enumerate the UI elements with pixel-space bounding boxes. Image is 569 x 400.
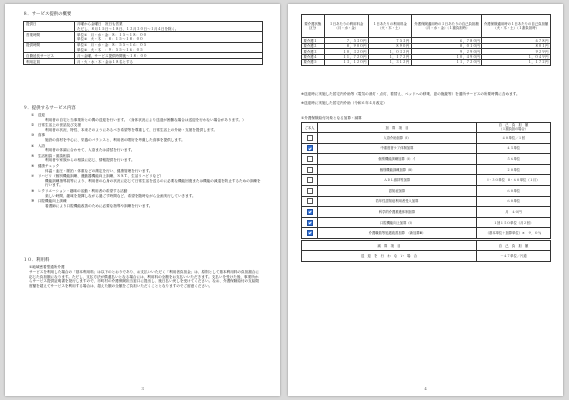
service-description: 利用者の体調に合わせて、入浴または清拭を行います。 <box>45 148 135 153</box>
overview-label: 自費延長サービス <box>24 53 75 59</box>
addon-name: 入浴介助加算（Ⅰ） <box>318 133 477 144</box>
addon-caption: ①介護保険給付対象となる加算・減算 <box>301 116 362 120</box>
fee-cell: １，０４９円 <box>482 54 551 59</box>
addon-check-cell <box>302 207 318 218</box>
service-item <box>31 113 263 122</box>
fee-cell: ８０１円 <box>482 43 551 48</box>
addon-row <box>302 217 551 228</box>
addon-row <box>302 175 551 186</box>
reduction-table <box>301 240 551 262</box>
fee-cell: １１，７２０円 <box>411 60 481 65</box>
overview-value <box>75 22 263 32</box>
reduction-name: 送 迎 を 行 わ な い 場 合 <box>302 251 477 262</box>
fee-note-2 <box>301 101 551 106</box>
section-heading-8: ８．サービス提供の概要 <box>23 12 72 17</box>
fee-cell: ９２９円 <box>482 49 551 54</box>
document-page-4 <box>288 4 563 396</box>
service-item <box>31 164 263 173</box>
fee-note-2-text: ※送迎時に実施した居宅内介助（令和６年４月改定） <box>301 101 387 105</box>
addon-check-cell <box>302 175 318 186</box>
overview-line: 月・火・水・木・金は１８名とする <box>77 59 133 64</box>
overview-value <box>75 59 263 65</box>
service-item <box>31 154 263 163</box>
service-title: ⑦ リハビリ（個別機能訓練、運動器機能向上訓練、ＳＳＴ、生活リハビリなど） <box>31 174 164 179</box>
service-list <box>23 113 263 209</box>
addon-check-cell <box>302 196 318 207</box>
addon-checkbox[interactable] <box>307 220 313 226</box>
addon-check-cell <box>302 154 318 165</box>
addon-row <box>302 228 551 239</box>
addon-header-person: ご本人 <box>302 123 318 133</box>
fee-cell: ８９０円 <box>369 43 412 48</box>
fee-subheading: ①地域密着型通所介護 <box>29 265 65 269</box>
overview-value <box>75 32 263 42</box>
service-item <box>31 189 263 198</box>
addon-check-cell <box>302 217 318 228</box>
fee-header: 介護保険適用時の１日あたりの自己負担額（月・水・金）（１割負担時） <box>411 15 481 38</box>
care-level: 要介護２ <box>302 43 325 48</box>
service-description: 利用者の自宅と当事業所との間の送迎を行います。（身体状況により送迎が困難な場合は送迎を行わない場合があります。） <box>45 117 246 122</box>
fee-header: 介護保険適用時の１日あたりの自己負担額（火・木・土）（１割負担時） <box>482 15 551 38</box>
addon-amount: ５６単位 <box>477 154 551 165</box>
service-title: ⑧ レクリエーション・趣味の活動・利用者の希望する活動 <box>31 188 128 193</box>
document-page-3 <box>5 4 280 396</box>
addon-amount: （基本単位＋加算単位）× ９．０％ <box>477 228 551 239</box>
addon-row <box>302 133 551 144</box>
service-item <box>31 123 263 132</box>
overview-line: 単位② 火・木 ：８：１５～１８：００ <box>77 37 144 42</box>
overview-row <box>24 22 263 32</box>
fee-table <box>301 14 551 66</box>
addon-checkbox[interactable] <box>307 135 313 141</box>
addon-name: 中重度者ケア体制加算 <box>318 143 477 154</box>
addon-check-cell <box>302 164 318 175</box>
addon-amount: ４５単位 <box>477 143 551 154</box>
section-heading-10: １０．利用料 <box>23 258 50 263</box>
service-item <box>31 199 263 208</box>
addon-name: 科学的介護推進体制加算 <box>318 207 477 218</box>
fee-cell: １，１７２円 <box>482 60 551 65</box>
reduction-amount: －４７単位／片道 <box>477 251 551 262</box>
page-number: ４ <box>423 387 428 391</box>
fee-cell: １０，３２０円 <box>324 49 368 54</box>
fee-explanation: サービスを利用した場合の「基本利用料」は以下のとおりであり、お支払いいただく「利用者負担金」は、原則として基本利用料の負担割合に応じた負担額になります。ただし、支払方法が償還払いとなる場合には、利用料の全額をお支払いいただきます。支払いを受けた後、事業所からサービス提供証明書を発行しますので、市町村の介護保険担当窓口に提出し、後日払い戻しを受けてください。なお、介護保険給付の支給限度額を超えてサービスを利用する場合は、超えた額の全額をご負担いただくこととなりますのでご留意ください。 <box>29 270 259 288</box>
fee-cell: ６，７８０円 <box>411 38 481 43</box>
addon-row <box>302 196 551 207</box>
overview-line: ただし、８月１５日～１８日、１２月３０日～１月４日を除く。 <box>77 26 179 31</box>
addon-name: ＡＤＬ維持等加算 <box>318 175 477 186</box>
service-title: ④ 入浴 <box>31 143 46 148</box>
fee-cell: １，０３２円 <box>369 49 412 54</box>
overview-row <box>24 42 263 52</box>
overview-label: 利用定員 <box>24 59 75 65</box>
service-title: ⑥ 健康チェック <box>31 163 60 168</box>
fee-cell: １０，４９０円 <box>411 54 481 59</box>
addon-amount: ６０単位 <box>477 196 551 207</box>
service-item <box>31 133 263 142</box>
addon-name: 口腔機能向上加算（Ⅰ） <box>318 217 477 228</box>
fee-cell: ８，９００円 <box>324 43 368 48</box>
service-item <box>31 144 263 153</box>
service-title: ⑤ 生活相談・面談相談 <box>31 153 71 158</box>
fee-note: ※送迎時に実施した居宅内介助等（電気の消灯・点灯、着替え、ベッドへの移乗、窓の施錠等）を通所サービスの所要時間に含めます。 <box>301 92 520 96</box>
service-description: 楽しい時間、趣味を発揮しながら過ごす時間など、希望を随時ながら企画実行していきます。 <box>45 193 196 198</box>
service-title: ⑨ 口腔機能向上訓練 <box>31 199 67 204</box>
service-description: 施設の食材を中心に、栄養のバランスと、利用者の嗜好を考慮した食事を提供します。 <box>45 137 185 142</box>
addon-amount: ４０単位／１回 <box>477 133 551 144</box>
overview-line: 単位① 月・水・金：８：１５～１８：００ <box>77 32 147 37</box>
service-description: 体温・血圧・脈拍・体重などの測定を行い、健康管理を行います。 <box>45 168 153 173</box>
service-description: 利用者の状況、特性、本来そのようにあるべき希望等を尊重して、日常生活上の介助・支援を提供します。 <box>45 127 218 132</box>
service-title: ③ 食事 <box>31 133 46 138</box>
fee-cell: ７５３円 <box>369 38 412 43</box>
page-number: ３ <box>140 387 145 391</box>
service-description: 利用者や家族からの相談に応じ、情報提供を行います。 <box>45 158 135 163</box>
overview-row <box>24 59 263 65</box>
addon-checkbox[interactable] <box>307 167 313 173</box>
section-heading-9: ９．提供するサービス内容 <box>23 106 76 111</box>
addon-row <box>302 143 551 154</box>
service-title: ② 日常生活上の世話及び支援 <box>31 123 81 128</box>
addon-header-amount <box>477 123 551 133</box>
addon-checkbox[interactable] <box>307 188 313 194</box>
fee-cell: ７，５３０円 <box>324 38 368 43</box>
addon-check-cell <box>302 133 318 144</box>
fee-cell: ９，２９０円 <box>411 49 481 54</box>
service-overview-table <box>23 21 263 65</box>
overview-label: 提供時間 <box>24 42 75 52</box>
addon-amount: 月 ４０円 <box>477 207 551 218</box>
addon-name: 個別機能訓練加算（Ⅱ） <box>318 164 477 175</box>
addon-checkbox[interactable] <box>307 145 313 151</box>
addon-name: 認知症加算 <box>318 185 477 196</box>
overview-label: 提供日 <box>24 22 75 32</box>
addon-name: 個別機能訓練加算（Ⅰ）イ <box>318 154 477 165</box>
reduction-header-amount: 自 己 負 担 額 <box>477 241 551 251</box>
reduction-row <box>302 251 551 262</box>
care-level: 要介護３ <box>302 49 325 54</box>
fee-cell: １１，７２０円 <box>324 54 368 59</box>
addon-check-cell <box>302 185 318 196</box>
addon-header-amount-sub: （１割負担の場合） <box>499 127 528 132</box>
fee-header: 要介護状態区分 <box>302 15 325 38</box>
fee-cell: １，１７２円 <box>369 54 412 59</box>
addon-amount: ６０単位 <box>477 185 551 196</box>
care-level: 要介護４ <box>302 54 325 59</box>
overview-row <box>24 32 263 42</box>
reduction-header-item: 減 算 項 目 <box>302 241 477 251</box>
addon-amount: Ⅰ・３０単位 Ⅱ・６０単位（１月） <box>477 175 551 186</box>
addon-header-item: 加 算 項 目 <box>318 123 477 133</box>
fee-cell: ８，０１０円 <box>411 43 481 48</box>
addon-checkbox[interactable] <box>307 209 313 215</box>
service-description: 機能訓練指導員等により、利用者の心身の状況に応じて日常生活を送るのに必要な機能回復または機能の減退を防止するための訓練を行います。 <box>45 178 261 188</box>
addon-checkbox[interactable] <box>307 156 313 162</box>
fee-cell: １，３１２円 <box>369 60 412 65</box>
addon-row <box>302 164 551 175</box>
addon-check-cell <box>302 228 318 239</box>
care-level: 要介護５ <box>302 60 325 65</box>
addon-amount: １回１５０単位（月２回） <box>477 217 551 228</box>
addon-name: 介護職員等処遇改善加算 （新加算Ⅲ） <box>318 228 477 239</box>
addon-row <box>302 207 551 218</box>
overview-value <box>75 42 263 52</box>
fee-header: １日あたりの利用料金（月・水・金） <box>324 15 368 38</box>
service-item <box>31 174 263 188</box>
addon-header-amount-label: 自 己 負 担 額 <box>498 123 529 128</box>
care-level: 要介護１ <box>302 38 325 43</box>
addon-row <box>302 154 551 165</box>
addon-name: 若年性認知症利用者受入加算 <box>318 196 477 207</box>
addon-row <box>302 185 551 196</box>
overview-line: 月曜から金曜日 祝日も営業 <box>77 22 123 27</box>
addon-table <box>301 122 551 239</box>
fee-row <box>302 60 551 65</box>
overview-line: 単位① 月・水・金：８：５５～１６：０５ <box>77 43 147 48</box>
addon-checkbox[interactable] <box>307 230 313 236</box>
fee-header: １日あたりの利用料金（火・木・土） <box>369 15 412 38</box>
overview-line: 単位② 火・木 ：９：５５～１６：０５ <box>77 47 144 52</box>
overview-line: 月～金曜、サービス提供時間後～１８：００ <box>77 53 147 58</box>
fee-cell: １３，１２０円 <box>324 60 368 65</box>
service-description: 看護師により口腔機能改善のために必要な指導や訓練を行います。 <box>45 203 153 208</box>
addon-check-cell <box>302 143 318 154</box>
addon-amount: ２０単位 <box>477 164 551 175</box>
service-title: ① 送迎 <box>31 113 46 117</box>
fee-cell: ６７８円 <box>482 38 551 43</box>
addon-checkbox[interactable] <box>307 177 313 183</box>
overview-label: 営業時間 <box>24 32 75 42</box>
addon-checkbox[interactable] <box>307 198 313 204</box>
